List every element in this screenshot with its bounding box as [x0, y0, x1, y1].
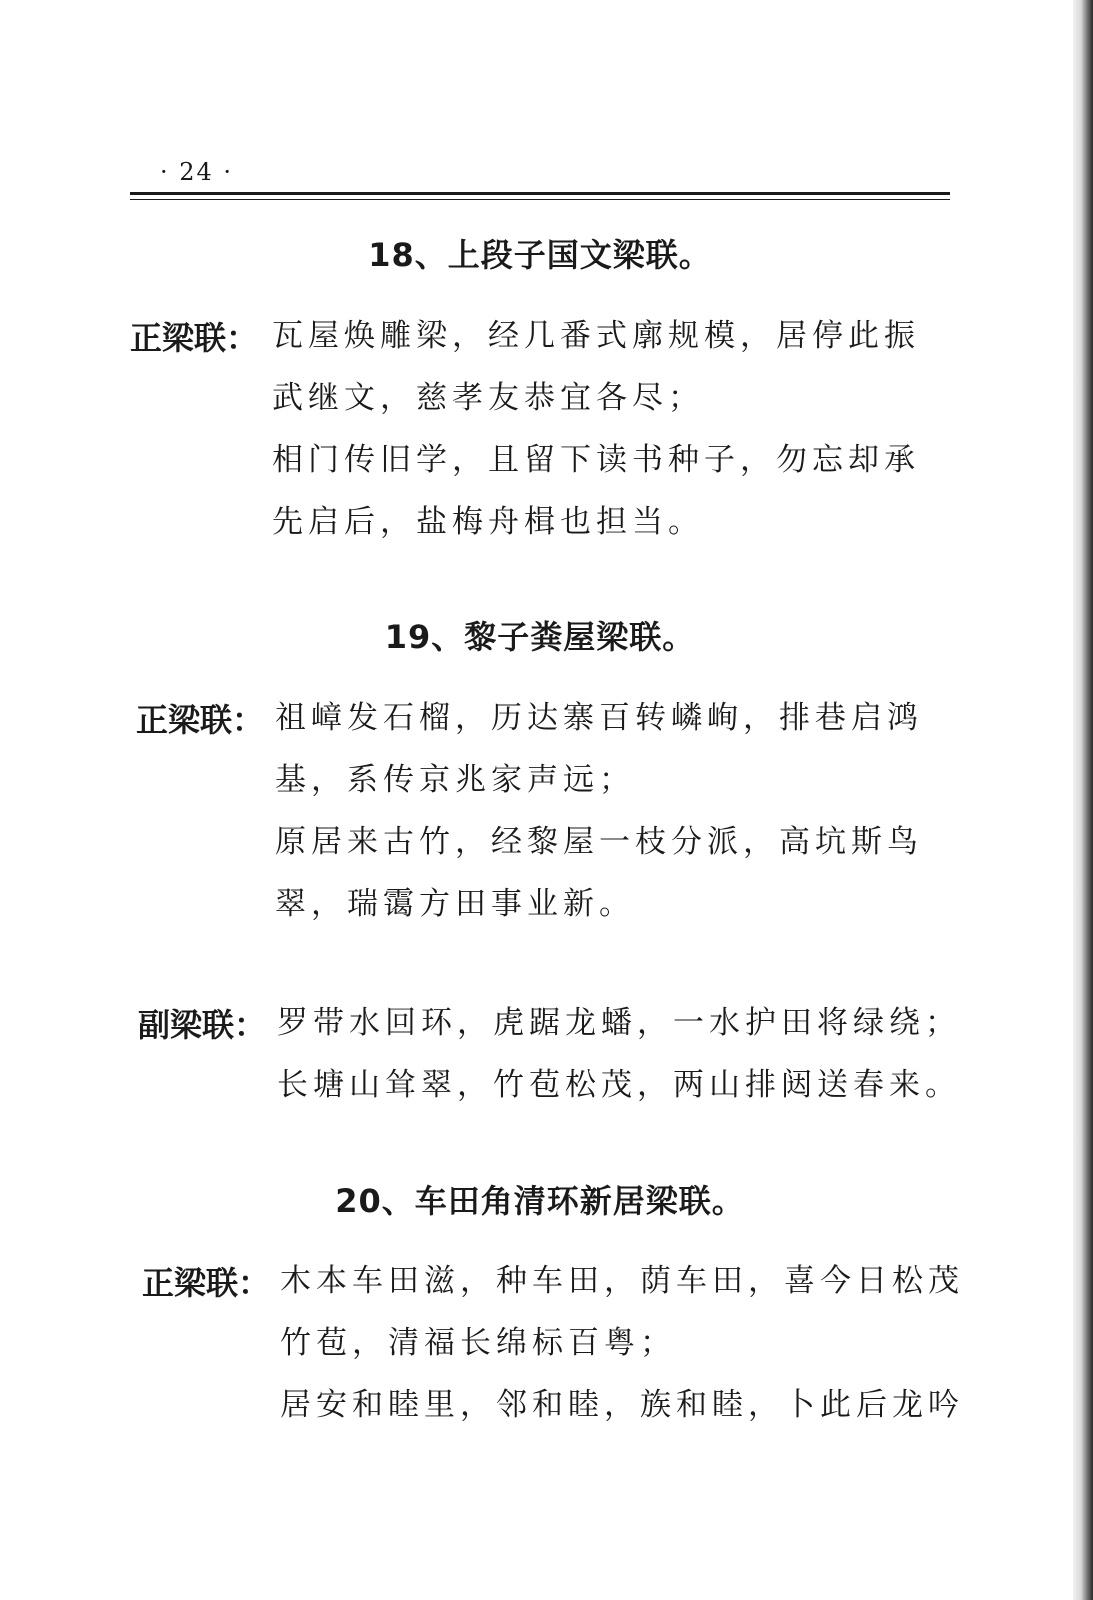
section-19-main-line-4: 翠，瑞霭方田事业新。: [275, 886, 635, 922]
section-19-secondary-label: 副梁联：: [138, 1006, 267, 1044]
section-18-main-line-3: 相门传旧学，且留下读书种子，勿忘却承: [272, 442, 920, 478]
section-18-main-line-1: 瓦屋焕雕梁，经几番式廓规模，居停此振: [272, 318, 920, 354]
header-rule-thin: [130, 199, 950, 200]
page-number: · 24 ·: [160, 158, 234, 186]
header-rule-thick: [130, 192, 950, 195]
section-20-heading: 20、车田角清环新居梁联。: [335, 1182, 745, 1220]
section-18-main-line-4: 先启后，盐梅舟楫也担当。: [272, 504, 704, 540]
section-19-main-line-2: 基，系传京兆家声远；: [275, 762, 635, 798]
section-19-secondary-line-2: 长塘山耸翠，竹苞松茂，两山排闼送春来。: [277, 1067, 961, 1103]
section-18-main-label: 正梁联：: [130, 319, 259, 357]
section-20-main-line-3: 居安和睦里，邻和睦，族和睦，卜此后龙吟: [280, 1387, 964, 1423]
section-19-main-line-1: 祖嶂发石榴，历达寨百转嶙峋，排巷启鸿: [275, 700, 923, 736]
section-18-heading: 18、上段子国文梁联。: [368, 236, 712, 274]
section-19-main-line-3: 原居来古竹，经黎屋一枝分派，高坑斯鸟: [275, 824, 923, 860]
section-20-main-label: 正梁联：: [142, 1264, 271, 1302]
section-19-heading: 19、黎子粪屋梁联。: [384, 618, 696, 656]
section-18-main-line-2: 武继文，慈孝友恭宜各尽；: [272, 380, 704, 416]
section-20-main-line-1: 木本车田滋，种车田，荫车田，喜今日松茂: [280, 1263, 964, 1299]
section-20-main-line-2: 竹苞，清福长绵标百粤；: [280, 1325, 676, 1361]
section-19-main-label: 正梁联：: [136, 701, 265, 739]
section-19-secondary-line-1: 罗带水回环，虎踞龙蟠，一水护田将绿绕；: [277, 1005, 961, 1041]
page-edge-shadow: [1073, 0, 1093, 1600]
